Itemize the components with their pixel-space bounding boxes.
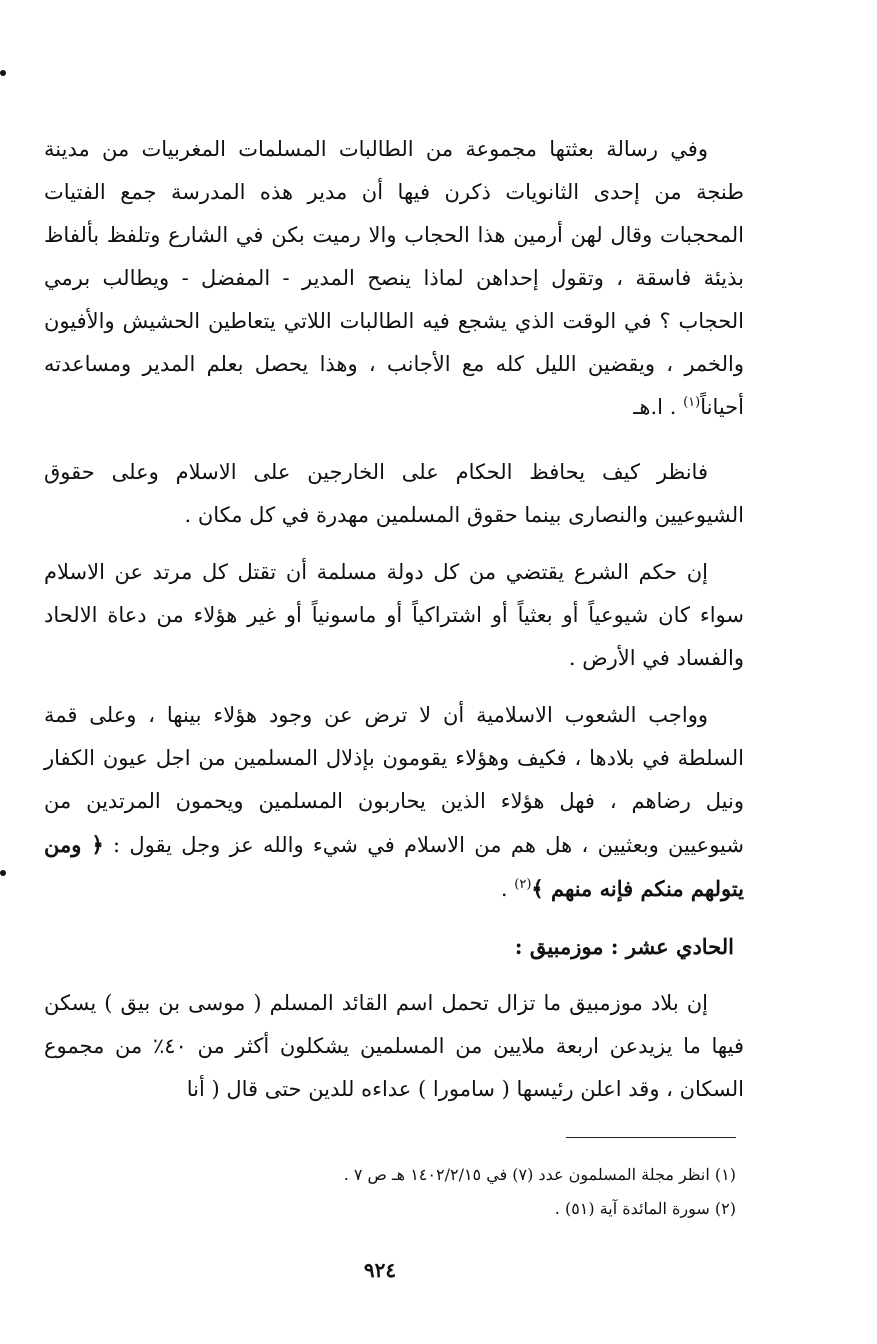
footnote-2: (٢) سورة المائدة آية (٥١) . — [554, 1199, 736, 1218]
paragraph-4 — [44, 694, 744, 911]
paragraph-4-end: . — [500, 877, 508, 901]
paragraph-1-text: وفي رسالة بعثتها مجموعة من الطالبات المسلمات المغربيات من مدينة طنجة من إحدى الثانويات ذكرن فيها أن مدير هذه المدرسة جمع الفتيات المحجبات وقال لهن أرمين هذا الحجاب والا رميت بكن في الشارع وتلفظ بألفاظ بذيئة فاسقة ، وتقول إحداهن لماذا ينصح المدير - المفضل - ويطالب برمي الحجاب ؟ في الوقت الذي يشجع فيه الطالبات اللاتي يتعاطين الحشيش والأفيون والخمر ، ويقضين الليل كله مع الأجانب ، وهذا يحصل بعلم المدير ومساعدته أحياناً — [44, 137, 744, 419]
footnote-divider — [566, 1137, 736, 1138]
footnote-1: (١) انظر مجلة المسلمون عدد (٧) في ١٤٠٢/٢/١٥ هـ ص ٧ . — [343, 1165, 736, 1184]
quran-quote: ﴿ ومن يتولهم منكم فإنه منهم ﴾ — [44, 832, 744, 901]
paragraph-1 — [44, 128, 744, 429]
paragraph-2: فانظر كيف يحافظ الحكام على الخارجين على الاسلام وعلى حقوق الشيوعيين والنصارى بينما حقوق المسلمين مهدرة في كل مكان . — [44, 460, 744, 527]
paragraph-5: إن بلاد موزمبيق ما تزال تحمل اسم القائد المسلم ( موسى بن بيق ) يسكن فيها ما يزيدعن اربعة ملايين من المسلمين يشكلون أكثر من ٤٠٪ من مجموع السكان ، وقد اعلن رئيسها ( سامورا ) عداءه للدين حتى قال ( أنا — [44, 991, 744, 1101]
body-text — [44, 128, 744, 1125]
paragraph-1-end: . ا.هـ — [633, 395, 677, 419]
paragraph-4-text: وواجب الشعوب الاسلامية أن لا ترض عن وجود هؤلاء بينها ، وعلى قمة السلطة في بلادها ، فكيف وهؤلاء يقومون بإذلال المسلمين من اجل عيون الكفار ونيل رضاهم ، فهل هؤلاء الذين يحاربون المسلمين ويحمون المرتدين من شيوعيين وبعثيين ، هل هم من الاسلام في شيء والله عز وجل يقول : — [44, 703, 744, 857]
footnote-ref-1: (١) — [683, 395, 701, 410]
margin-mark — [0, 870, 6, 876]
paragraph-3: إن حكم الشرع يقتضي من كل دولة مسلمة أن تقتل كل مرتد عن الاسلام سواء كان شيوعياً أو بعثياً أو اشتراكياً أو ماسونياً أو غير هؤلاء من دعاة الالحاد والفساد في الأرض . — [44, 560, 744, 670]
footnotes — [176, 1158, 736, 1226]
section-heading: الحادي عشر : موزمبيق : — [514, 934, 734, 959]
footnote-ref-2: (٢) — [514, 877, 532, 892]
page-number: ٩٢٤ — [363, 1258, 397, 1282]
margin-mark — [0, 70, 6, 76]
